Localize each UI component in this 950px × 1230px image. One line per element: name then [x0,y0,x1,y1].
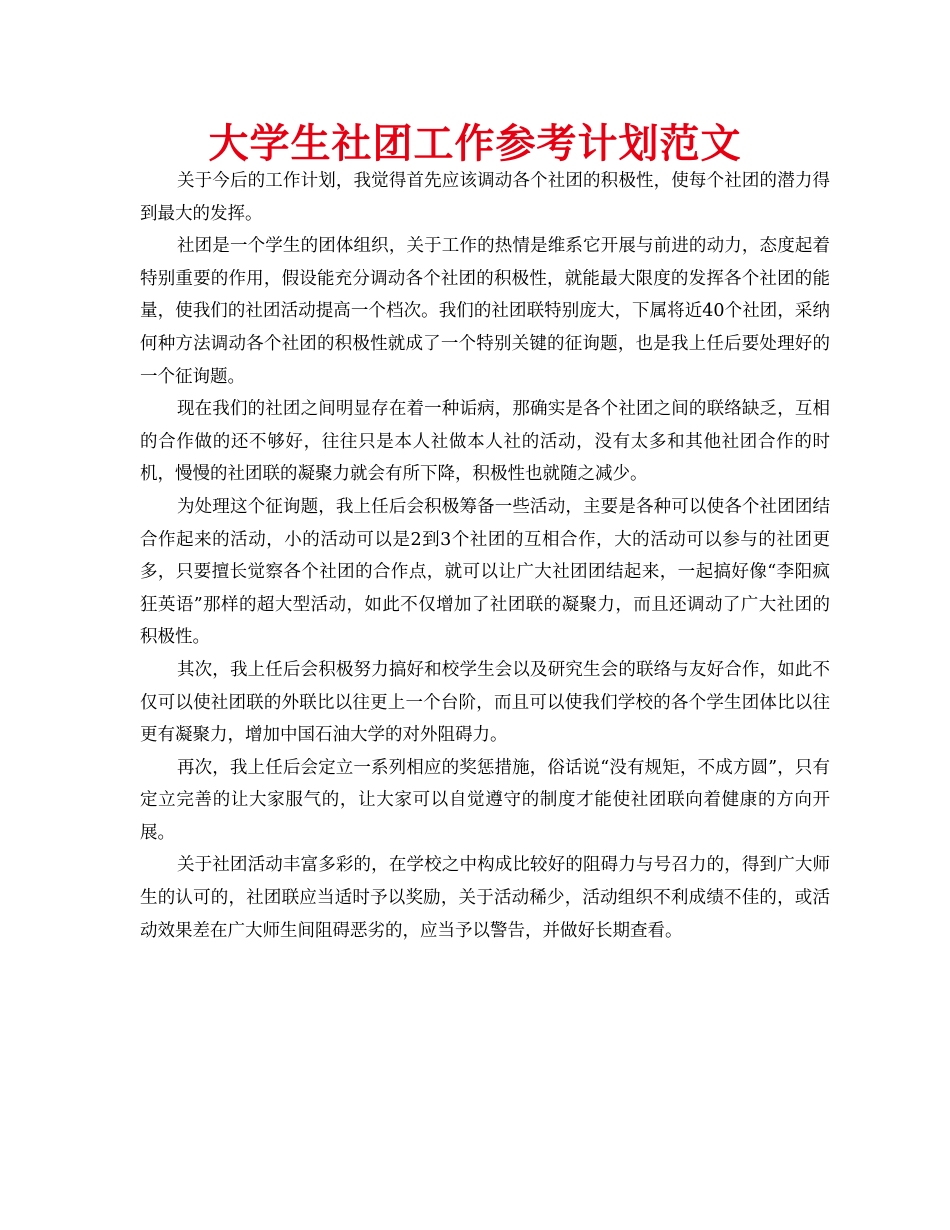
document-body [140,165,830,947]
paragraph-6: 再次，我上任后会定立一系列相应的奖惩措施，俗话说“没有规矩，不成方圆”，只有定立完善的让大家服气的，让大家可以自觉遵守的制度才能使社团联向着健康的方向开展。 [140,757,830,843]
document-title: 大学生社团工作参考计划范文 [208,121,742,167]
paragraph-7: 关于社团活动丰富多彩的，在学校之中构成比较好的阻碍力与号召力的，得到广大师生的认可的，社团联应当适时予以奖励，关于活动稀少，活动组织不利成绩不佳的，或活动效果差在广大师生间阻碍恶劣的，应当予以警告，并做好长期查看。 [140,855,830,941]
paragraph-1: 关于今后的工作计划，我觉得首先应该调动各个社团的积极性，使每个社团的潜力得到最大的发挥。 [140,171,830,224]
paragraph-2: 社团是一个学生的团体组织，关于工作的热情是维系它开展与前进的动力，态度起着特别重要的作用，假设能充分调动各个社团的积极性，就能最大限度的发挥各个社团的能量，使我们的社团活动提高一个档次。我们的社团联特别庞大，下属将近40个社团，采纳何种方法调动各个社团的积极性就成了一个特别关键的征询题，也是我上任后要处理好的一个征询题。 [140,236,830,387]
paragraph-5: 其次，我上任后会积极努力搞好和校学生会以及研究生会的联络与友好合作，如此不仅可以使社团联的外联比以往更上一个台阶，而且可以使我们学校的各个学生团体比以往更有凝聚力，增加中国石油大学的对外阻碍力。 [140,659,830,746]
paragraph-4: 为处理这个征询题，我上任后会积极筹备一些活动，主要是各种可以使各个社团团结合作起来的活动，小的活动可以是2到3个社团的互相合作，大的活动可以参与的社团更多，只要擅长觉察各个社团的合作点，就可以让广大社团团结起来，一起搞好像“李阳疯狂英语”那样的超大型活动，如此不仅增加了社团联的凝聚力，而且还调动了广大社团的积极性。 [140,496,830,648]
paragraph-3: 现在我们的社团之间明显存在着一种诟病，那确实是各个社团之间的联络缺乏，互相的合作做的还不够好，往往只是本人社做本人社的活动，没有太多和其他社团合作的时机，慢慢的社团联的凝聚力就会有所下降，积极性也就随之减少。 [140,399,830,485]
